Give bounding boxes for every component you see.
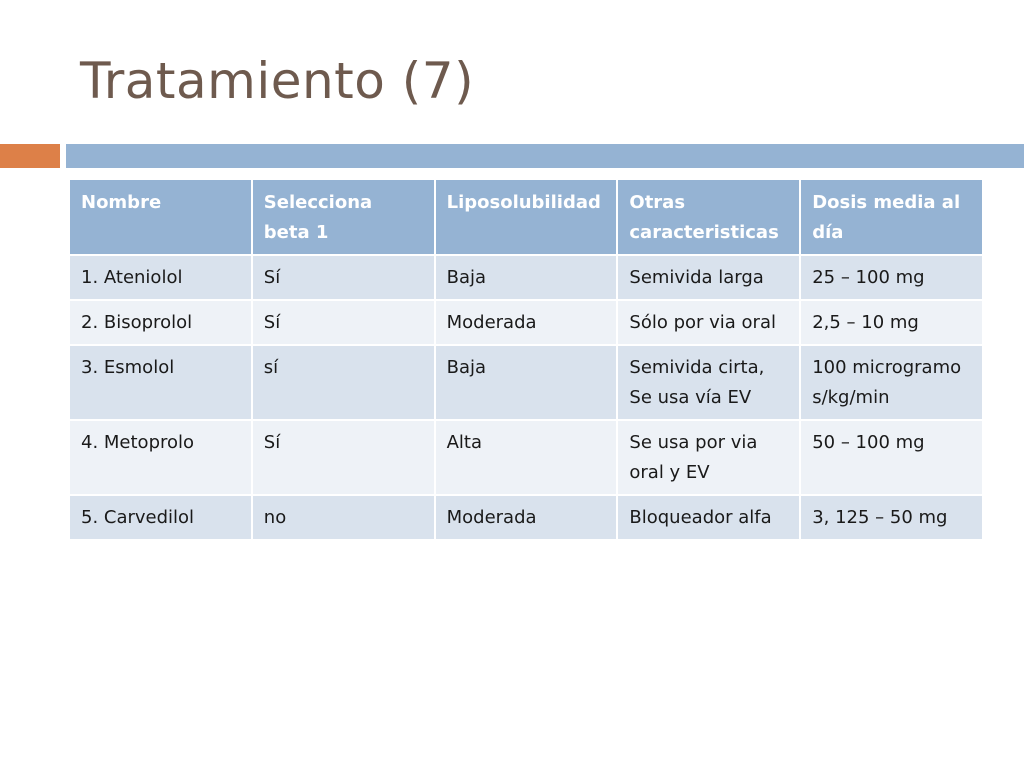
table-row	[69, 420, 983, 495]
cell-selecciona: Sí	[252, 255, 435, 300]
cell-otras: Semivida cirta, Se usa vía EV	[617, 345, 800, 420]
cell-dosis: 50 – 100 mg	[800, 420, 983, 495]
table-row	[69, 345, 983, 420]
table-row	[69, 495, 983, 540]
cell-nombre: 5. Carvedilol	[69, 495, 252, 540]
cell-dosis: 2,5 – 10 mg	[800, 300, 983, 345]
header-nombre: Nombre	[69, 179, 252, 255]
header-dosis: Dosis media al día	[800, 179, 983, 255]
cell-dosis: 100 microgramos/kg/min	[800, 345, 983, 420]
cell-selecciona: no	[252, 495, 435, 540]
cell-otras: Semivida larga	[617, 255, 800, 300]
cell-selecciona: Sí	[252, 300, 435, 345]
cell-nombre: 4. Metoprolo	[69, 420, 252, 495]
cell-selecciona: Sí	[252, 420, 435, 495]
cell-dosis: 25 – 100 mg	[800, 255, 983, 300]
table-header-row	[69, 179, 983, 255]
cell-dosis: 3, 125 – 50 mg	[800, 495, 983, 540]
table-row	[69, 300, 983, 345]
cell-nombre: 3. Esmolol	[69, 345, 252, 420]
cell-liposolubilidad: Baja	[435, 345, 618, 420]
cell-otras: Se usa por via oral y EV	[617, 420, 800, 495]
cell-nombre: 1. Ateniolol	[69, 255, 252, 300]
cell-liposolubilidad: Moderada	[435, 495, 618, 540]
cell-selecciona: sí	[252, 345, 435, 420]
cell-liposolubilidad: Baja	[435, 255, 618, 300]
cell-nombre: 2. Bisoprolol	[69, 300, 252, 345]
header-otras-caracteristicas: Otras caracteristicas	[617, 179, 800, 255]
cell-otras: Bloqueador alfa	[617, 495, 800, 540]
cell-liposolubilidad: Moderada	[435, 300, 618, 345]
cell-otras: Sólo por via oral	[617, 300, 800, 345]
accent-bar-blue	[66, 144, 1024, 168]
header-selecciona-beta: Selecciona beta 1	[252, 179, 435, 255]
cell-liposolubilidad: Alta	[435, 420, 618, 495]
slide-title: Tratamiento (7)	[80, 52, 475, 110]
table-row	[69, 255, 983, 300]
accent-bar-orange	[0, 144, 60, 168]
header-liposolubilidad: Liposolubilidad	[435, 179, 618, 255]
treatment-table	[68, 178, 984, 541]
